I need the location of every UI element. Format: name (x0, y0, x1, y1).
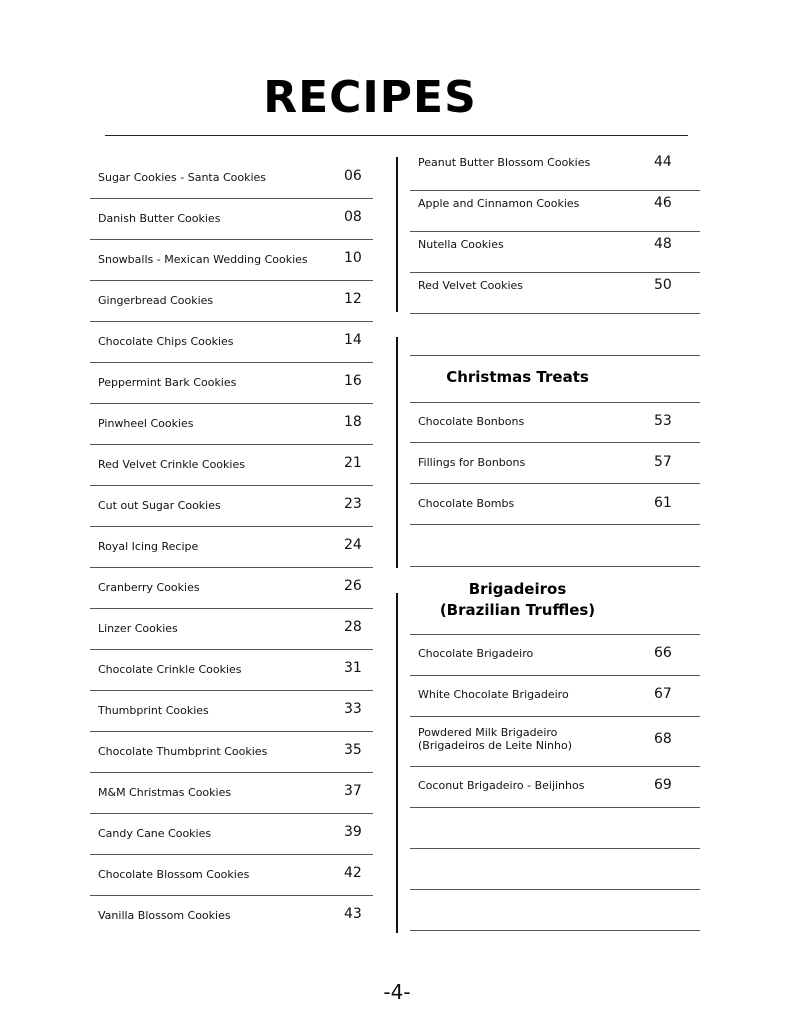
divider (410, 402, 700, 403)
entry-title: Chocolate Bombs (418, 497, 515, 510)
entry-title: Coconut Brigadeiro - Beijinhos (418, 779, 585, 792)
toc-entry[interactable] (90, 321, 373, 363)
divider (410, 355, 700, 356)
entry-title: Thumbprint Cookies (98, 704, 209, 717)
entry-title: Chocolate Blossom Cookies (98, 868, 250, 881)
entry-title: Powdered Milk Brigadeiro (418, 726, 558, 739)
column-divider (396, 593, 398, 933)
entry-page-number: 48 (654, 236, 672, 252)
entry-title: Cut out Sugar Cookies (98, 499, 221, 512)
entry-title: Sugar Cookies - Santa Cookies (98, 171, 267, 184)
entry-page-number: 26 (344, 578, 362, 594)
section-heading-brigadeiros-sub: (Brazilian Truffles) (439, 601, 596, 619)
entry-page-number: 37 (344, 783, 362, 799)
toc-entry[interactable] (90, 567, 373, 609)
page-number: -4- (383, 980, 411, 1004)
entry-page-number: 61 (654, 495, 672, 511)
toc-entry[interactable] (90, 772, 373, 814)
entry-page-number: 44 (654, 154, 672, 170)
entry-page-number: 28 (344, 619, 362, 635)
entry-page-number: 50 (654, 277, 672, 293)
section-heading-christmas-treats: Christmas Treats (446, 368, 589, 386)
entry-title: Peanut Butter Blossom Cookies (418, 156, 591, 169)
entry-page-number: 23 (344, 496, 362, 512)
entry-page-number: 12 (344, 291, 362, 307)
entry-page-number: 14 (344, 332, 362, 348)
toc-entry[interactable] (410, 402, 700, 443)
toc-entry[interactable] (90, 362, 373, 404)
toc-entry[interactable] (90, 813, 373, 855)
entry-title: Vanilla Blossom Cookies (98, 909, 231, 922)
toc-entry[interactable] (90, 403, 373, 445)
entry-page-number: 31 (344, 660, 362, 676)
toc-entry[interactable] (90, 444, 373, 486)
entry-title: Apple and Cinnamon Cookies (418, 197, 580, 210)
entry-page-number: 69 (654, 777, 672, 793)
entry-page-number: 66 (654, 645, 672, 661)
entry-title: Chocolate Brigadeiro (418, 647, 534, 660)
entry-title: Linzer Cookies (98, 622, 178, 635)
entry-title: Fillings for Bonbons (418, 456, 526, 469)
divider (410, 566, 700, 567)
column-divider (396, 157, 398, 312)
divider (410, 634, 700, 635)
toc-entry[interactable] (90, 239, 373, 281)
entry-page-number: 43 (344, 906, 362, 922)
entry-page-number: 68 (654, 731, 672, 747)
divider (410, 930, 700, 931)
entry-page-number: 42 (344, 865, 362, 881)
entry-page-number: 53 (654, 413, 672, 429)
toc-entry[interactable] (90, 895, 373, 937)
entry-title: Pinwheel Cookies (98, 417, 194, 430)
entry-title: Chocolate Thumbprint Cookies (98, 745, 268, 758)
toc-entry[interactable] (90, 731, 373, 773)
entry-title: Nutella Cookies (418, 238, 504, 251)
toc-entry[interactable] (410, 273, 700, 314)
toc-entry[interactable] (410, 232, 700, 273)
entry-page-number: 33 (344, 701, 362, 717)
entry-title: Chocolate Chips Cookies (98, 335, 234, 348)
entry-page-number: 35 (344, 742, 362, 758)
entry-title: Royal Icing Recipe (98, 540, 199, 553)
entry-page-number: 39 (344, 824, 362, 840)
entry-title: White Chocolate Brigadeiro (418, 688, 569, 701)
toc-entry[interactable] (90, 649, 373, 691)
toc-entry[interactable] (90, 485, 373, 527)
toc-entry[interactable] (90, 280, 373, 322)
toc-entry[interactable] (90, 526, 373, 568)
entry-page-number: 06 (344, 168, 362, 184)
entry-title: Chocolate Crinkle Cookies (98, 663, 242, 676)
divider (410, 848, 700, 849)
entry-page-number: 57 (654, 454, 672, 470)
entry-subtitle: (Brigadeiros de Leite Ninho) (418, 739, 573, 752)
entry-title: Danish Butter Cookies (98, 212, 221, 225)
toc-entry[interactable] (410, 443, 700, 484)
entry-page-number: 24 (344, 537, 362, 553)
entry-title: Candy Cane Cookies (98, 827, 212, 840)
section-heading-brigadeiros: Brigadeiros (468, 580, 567, 598)
page-title: RECIPES (263, 72, 477, 123)
entry-title: Gingerbread Cookies (98, 294, 214, 307)
entry-page-number: 10 (344, 250, 362, 266)
toc-entry[interactable] (90, 198, 373, 240)
toc-entry[interactable] (90, 608, 373, 650)
entry-page-number: 18 (344, 414, 362, 430)
toc-entry[interactable] (90, 690, 373, 732)
toc-entry[interactable] (410, 191, 700, 232)
entry-title: Cranberry Cookies (98, 581, 200, 594)
toc-entry[interactable] (410, 766, 700, 808)
toc-entry[interactable] (410, 634, 700, 676)
divider (410, 889, 700, 890)
entry-page-number: 46 (654, 195, 672, 211)
entry-title: Red Velvet Cookies (418, 279, 524, 292)
toc-entry[interactable] (410, 675, 700, 717)
entry-title: Red Velvet Crinkle Cookies (98, 458, 245, 471)
entry-page-number: 16 (344, 373, 362, 389)
entry-page-number: 67 (654, 686, 672, 702)
toc-entry[interactable] (410, 484, 700, 525)
entry-page-number: 08 (344, 209, 362, 225)
entry-title: M&M Christmas Cookies (98, 786, 232, 799)
toc-entry[interactable] (410, 150, 700, 191)
entry-title: Chocolate Bonbons (418, 415, 525, 428)
toc-entry[interactable] (90, 157, 373, 199)
entry-page-number: 21 (344, 455, 362, 471)
entry-title: Snowballs - Mexican Wedding Cookies (98, 253, 308, 266)
toc-entry[interactable] (90, 854, 373, 896)
entry-title: Peppermint Bark Cookies (98, 376, 237, 389)
column-divider (396, 337, 398, 568)
title-divider (105, 135, 688, 136)
toc-entry[interactable] (410, 716, 700, 767)
